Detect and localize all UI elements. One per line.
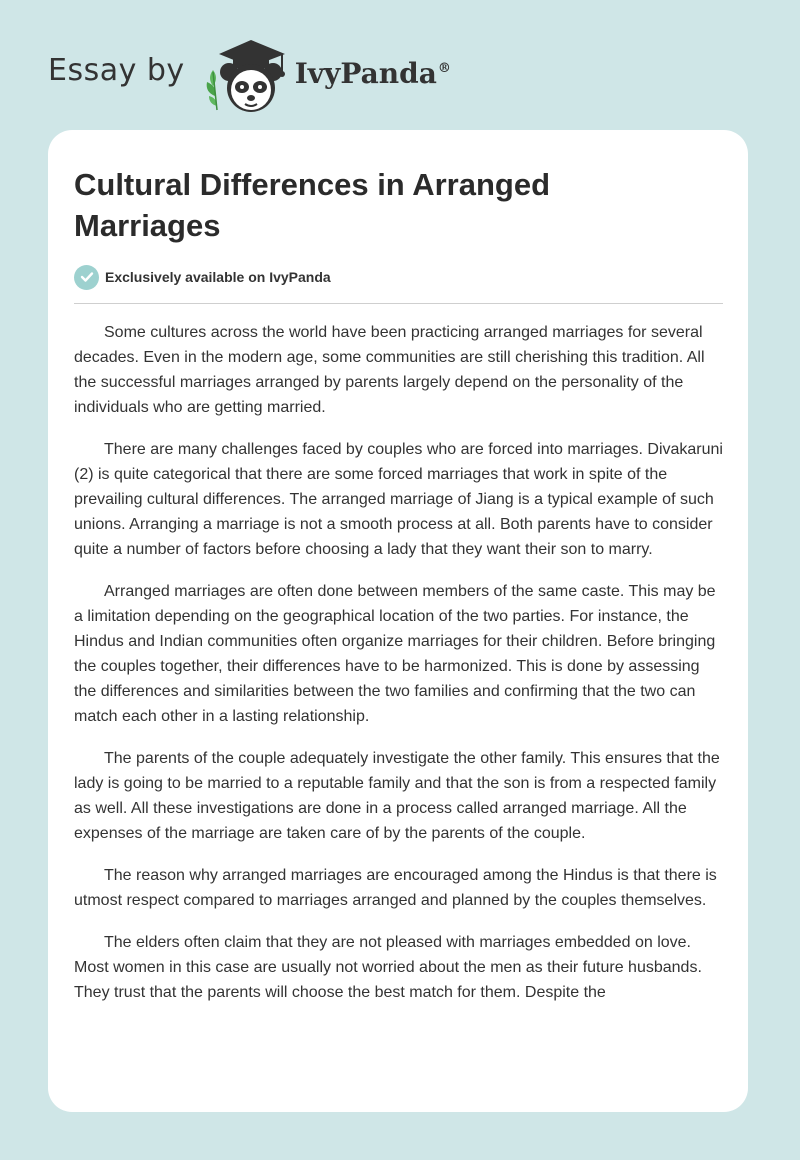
brand-prefix: Essay by: [48, 52, 185, 88]
article-card: [48, 130, 748, 1112]
paragraph: The reason why arranged marriages are encouraged among the Hindus is that there is utmost respect compared to marriages arranged and planned by the couples themselves.: [74, 867, 717, 909]
panda-graduate-icon[interactable]: [199, 34, 293, 114]
article-body: [74, 320, 724, 1022]
paragraph: Some cultures across the world have been practicing arranged marriages for several decades. Even in the modern age, some communities are still cherishing this tradition. All the successful marriages arranged by parents largely depend on the personality of the individuals who are getting married.: [74, 324, 705, 416]
page-title: Cultural Differences in Arranged Marriages: [74, 167, 551, 243]
paragraph: There are many challenges faced by couples who are forced into marriages. Divakaruni (2) is quite categorical that there are some forced marriages that work in spite of the prevailing cultural differences. The arranged marriage of Jiang is a typical example of such unions. Arranging a marriage is not a smooth process at all. Both parents have to consider quite a number of factors before choosing a lady that they want their son to marry.: [74, 441, 723, 558]
paragraph: The elders often claim that they are not pleased with marriages embedded on love. Most women in this case are usually not worried about the men as their future husbands. They trust that the parents will choose the best match for them. Despite the: [74, 934, 702, 1001]
badge-label: Exclusively available on IvyPanda: [105, 269, 331, 285]
exclusive-badge: [74, 264, 331, 290]
registered-mark: ®: [437, 61, 451, 77]
check-icon: [74, 265, 99, 290]
brand-name-text: IvyPanda: [294, 56, 437, 90]
paragraph: The parents of the couple adequately investigate the other family. This ensures that the lady is going to be married to a reputable family and that the son is from a respected family as well. All these investigations are done in a process called arranged marriage. All the expenses of the marriage are taken care of by the parents of the couple.: [74, 750, 720, 842]
brand-name[interactable]: [295, 57, 451, 90]
divider: [74, 303, 723, 304]
site-header: [48, 34, 508, 114]
paragraph: Arranged marriages are often done between members of the same caste. This may be a limitation depending on the geographical location of the two parties. For instance, the Hindus and Indian communities often organize marriages for their children. Before bringing the couples together, their differences have to be harmonized. This is done by assessing the differences and similarities between the two families and confirming that the two can match each other in a lasting relationship.: [74, 583, 716, 725]
